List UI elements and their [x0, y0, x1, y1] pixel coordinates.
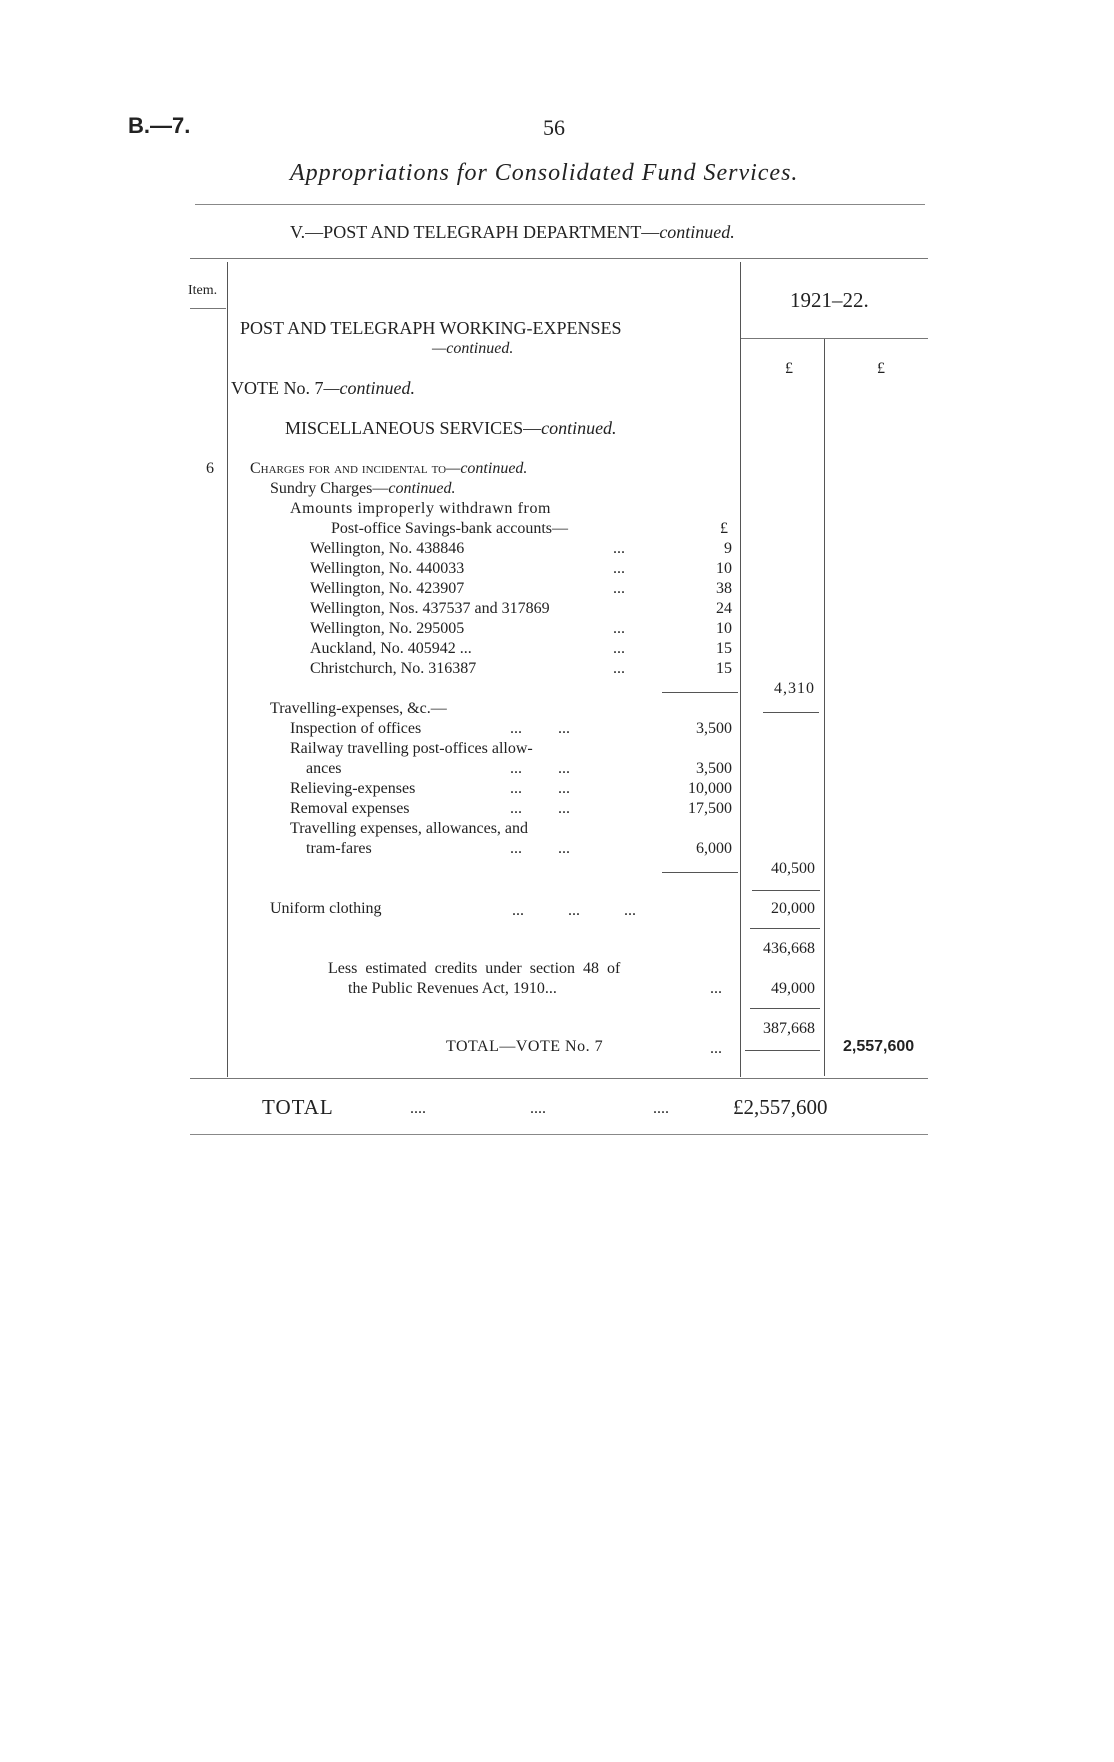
leader-dots: ...: [710, 980, 722, 997]
working-expenses-continued: —continued.: [432, 340, 514, 357]
account-amount: 24: [716, 600, 732, 617]
travelling-sum-rule: [662, 872, 738, 873]
credits-amount: 49,000: [771, 980, 815, 997]
account-amount: 10: [716, 620, 732, 637]
department-continued: continued.: [659, 222, 735, 242]
leader-dots: ....: [410, 1100, 426, 1117]
working-expenses-heading: POST AND TELEGRAPH WORKING-EXPENSES: [240, 318, 622, 338]
table-bottom-rule: [190, 1078, 928, 1079]
grand-total-rule: [190, 1134, 928, 1135]
sundry-total: 4,310: [774, 680, 815, 697]
net-rule: [745, 1050, 820, 1051]
travelling-amount: 17,500: [688, 800, 732, 817]
travelling-amount: 6,000: [696, 840, 732, 857]
less-credits-line-2: the Public Revenues Act, 1910...: [348, 980, 557, 997]
vote-label: VOTE No. 7: [231, 378, 324, 398]
pound-column-header-2: £: [877, 360, 885, 377]
pound-column-header-1: £: [785, 360, 793, 377]
leader-dots: ... ...: [510, 780, 570, 797]
item-number: 6: [206, 460, 214, 477]
travelling-heading: Travelling-expenses, &c.—: [270, 700, 447, 717]
item-column-rule: [227, 262, 228, 1077]
account-label: Wellington, No. 295005: [310, 620, 465, 637]
report-reference: B.—7.: [128, 113, 191, 138]
grand-total-label: TOTAL: [262, 1095, 334, 1119]
item-column-header: Item.: [188, 283, 218, 298]
vote-heading: [231, 378, 415, 399]
credits-rule: [750, 1008, 820, 1009]
travelling-amount: 3,500: [696, 720, 732, 737]
travel-allowances-line-1: Travelling expenses, allowances, and: [290, 820, 529, 837]
total-vote-amount: 2,557,600: [843, 1038, 915, 1055]
account-label: Christchurch, No. 316387: [310, 660, 477, 677]
leader-dots: ... ...: [510, 760, 570, 777]
amounts-withdrawn-line-1: Amounts improperly withdrawn from: [290, 500, 552, 517]
grand-total-amount: £2,557,600: [733, 1095, 828, 1119]
misc-services-continued: continued.: [541, 418, 617, 438]
misc-services-heading: [285, 418, 617, 439]
leader-dots: ...: [613, 560, 625, 577]
year-header-rule: [741, 338, 928, 339]
sub-amount-pound-sign: £: [720, 520, 728, 537]
year-column-header: 1921–22.: [790, 288, 869, 312]
vote-continued: —continued.: [323, 378, 415, 398]
leader-dots: ...: [613, 540, 625, 557]
title-rule: [195, 204, 925, 205]
charges-continued: —continued.: [446, 460, 528, 477]
charges-label: Charges for and incidental to: [250, 460, 447, 477]
leader-dots: ....: [530, 1100, 546, 1117]
department-heading: [290, 222, 735, 243]
charges-heading: [250, 460, 527, 478]
railway-label-line-1: Railway travelling post-offices allow-: [290, 740, 533, 757]
sundry-total-rule: [763, 712, 819, 713]
sundry-label: Sundry Charges—: [270, 480, 389, 497]
travelling-label: tram-fares: [306, 840, 372, 857]
net-amount: 387,668: [763, 1020, 815, 1037]
travelling-total-rule: [752, 890, 820, 891]
account-label: Wellington, No. 423907: [310, 580, 465, 597]
subtotal-amount: 436,668: [763, 940, 815, 957]
leader-dots: ... ...: [510, 800, 570, 817]
account-label: Wellington, No. 440033: [310, 560, 465, 577]
account-amount: 10: [716, 560, 732, 577]
account-label: Auckland, No. 405942 ...: [310, 640, 472, 657]
page-title: Appropriations for Consolidated Fund Services.: [290, 160, 799, 186]
uniform-rule: [750, 928, 820, 929]
account-label: Wellington, No. 438846: [310, 540, 465, 557]
sundry-continued: continued.: [388, 480, 456, 497]
account-label: Wellington, Nos. 437537 and 317869: [310, 600, 550, 617]
travelling-amount: 10,000: [688, 780, 732, 797]
page-number: 56: [543, 115, 565, 140]
department-name: V.—POST AND TELEGRAPH DEPARTMENT—: [290, 222, 660, 242]
leader-dots: ...: [613, 640, 625, 657]
leader-dots: ...: [613, 580, 625, 597]
leader-dots: ...: [613, 620, 625, 637]
sundry-charges-heading: [270, 480, 455, 498]
table-top-rule: [190, 258, 928, 259]
travelling-total: 40,500: [771, 860, 815, 877]
uniform-label: Uniform clothing: [270, 900, 382, 917]
leader-dots: ...: [613, 660, 625, 677]
travelling-label: ances: [306, 760, 342, 777]
account-amount: 15: [716, 640, 732, 657]
total-vote-label: TOTAL—VOTE No. 7: [446, 1038, 604, 1055]
travelling-label: Removal expenses: [290, 800, 410, 817]
sundry-sum-rule: [662, 692, 738, 693]
travelling-amount: 3,500: [696, 760, 732, 777]
less-credits-line-1: Less estimated credits under section 48 of: [328, 960, 621, 977]
leader-dots: ...: [710, 1040, 722, 1057]
leader-dots: ... ...: [510, 840, 570, 857]
travelling-label: Relieving-expenses: [290, 780, 416, 797]
account-amount: 15: [716, 660, 732, 677]
amounts-withdrawn-line-2: Post-office Savings-bank accounts—: [331, 520, 568, 537]
leader-dots: ....: [653, 1100, 669, 1117]
account-amount: 38: [716, 580, 732, 597]
item-header-rule: [190, 308, 226, 309]
account-amount: 9: [724, 540, 732, 557]
amount-column-rule-2: [824, 338, 825, 1076]
misc-services-label: MISCELLANEOUS SERVICES—: [285, 418, 542, 438]
travelling-label: Inspection of offices: [290, 720, 422, 737]
leader-dots: ... ... ...: [512, 902, 636, 919]
uniform-amount: 20,000: [771, 900, 815, 917]
leader-dots: ... ...: [510, 720, 570, 737]
